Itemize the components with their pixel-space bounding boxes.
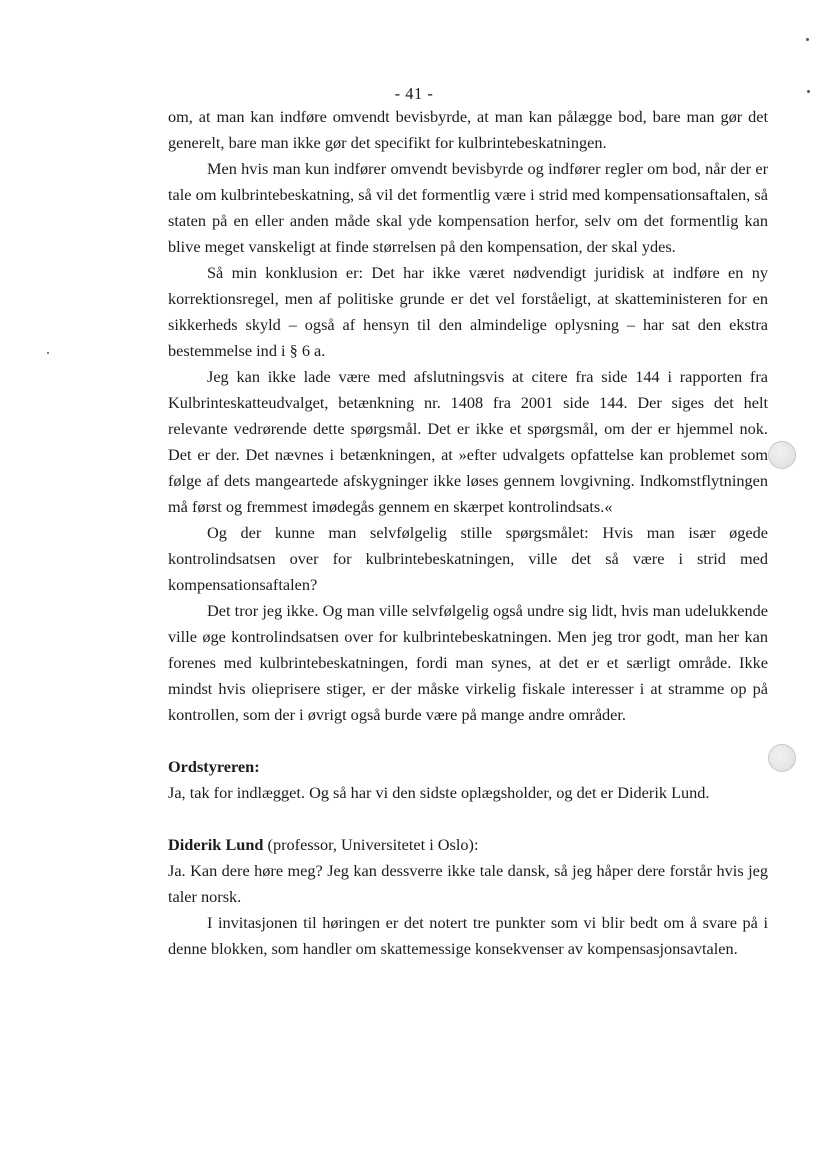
scan-speck xyxy=(807,90,810,93)
chair-heading xyxy=(168,754,768,780)
speaker-text-2: I invitasjonen til høringen er det notert tre punkter som vi blir bedt om å svare på i denne blokken, som handler om skattemessige konsekvenser av kompensasjonsavtalen. xyxy=(168,913,768,958)
scan-speck xyxy=(47,352,49,354)
paragraph-3: Så min konklusion er: Det har ikke været nødvendigt juridisk at indføre en ny korrektionsregel, men af politiske grunde er det vel forståeligt, at skatteministeren for en sikkerheds skyld – også af hensyn til den almindelige oplysning – har sat den ekstra bestemmelse ind i § 6 a. xyxy=(168,263,768,360)
speaker-text-1: Ja. Kan dere høre meg? Jeg kan dessverre ikke tale dansk, så jeg håper dere forstår hvis jeg taler norsk. xyxy=(168,861,768,906)
page-number: - 41 - xyxy=(394,84,434,103)
chair-name: Ordstyreren: xyxy=(168,757,260,776)
speaker-heading xyxy=(168,832,768,858)
speaker-affiliation: (professor, Universitetet i Oslo): xyxy=(263,835,479,854)
speaker-name: Diderik Lund xyxy=(168,835,264,854)
paragraph-1: om, at man kan indføre omvendt bevisbyrde, at man kan pålægge bod, bare man gør det generelt, bare man ikke gør det specifikt for kulbrintebeskatningen. xyxy=(168,107,768,152)
scan-speck xyxy=(806,38,809,41)
chair-text: Ja, tak for indlægget. Og så har vi den sidste oplægsholder, og det er Diderik Lund. xyxy=(168,783,710,802)
paragraph-5: Og der kunne man selvfølgelig stille spørgsmålet: Hvis man især øgede kontrolindsatsen over for kulbrintebeskatningen, ville det så være i strid med kompensationsaftalen? xyxy=(168,523,768,594)
punch-hole-top xyxy=(768,441,796,469)
paragraph-6: Det tror jeg ikke. Og man ville selvfølgelig også undre sig lidt, hvis man udelukkende ville øge kontrolindsatsen over for kulbrintebeskatningen. Men jeg tror godt, man her kan forenes med kulbrintebeskatningen, fordi man synes, at det er et særligt område. Ikke mindst hvis olieprisere stiger, er der måske virkelig fiskale interesser i at stramme op på kontrollen, som der i øvrigt også burde være på mange andre områder. xyxy=(168,601,768,724)
document-body xyxy=(168,104,768,962)
paragraph-4: Jeg kan ikke lade være med afslutningsvis at citere fra side 144 i rapporten fra Kulbrinteskatteudvalget, betænkning nr. 1408 fra 2001 side 144. Der siges det helt relevante vedrørende dette spørgsmål. Det er ikke et spørgsmål, om der er hjemmel nok. Det er der. Det nævnes i betænkningen, at »efter udvalgets opfattelse kan problemet som følge af dets mangeartede afskygninger ikke løses gennem lovgivning. Indkomstflytningen må først og fremmest imødegås gennem en skærpet kontrolindsats.« xyxy=(168,367,768,516)
paragraph-2: Men hvis man kun indfører omvendt bevisbyrde og indfører regler om bod, når der er tale om kulbrintebeskatning, så vil det formentlig være i strid med kompensationsaftalen, så staten på en eller anden måde skal yde kompensation herfor, selv om det formentlig kan blive meget vanskeligt at finde størrelsen på den kompensation, der skal ydes. xyxy=(168,159,768,256)
punch-hole-bottom xyxy=(768,744,796,772)
